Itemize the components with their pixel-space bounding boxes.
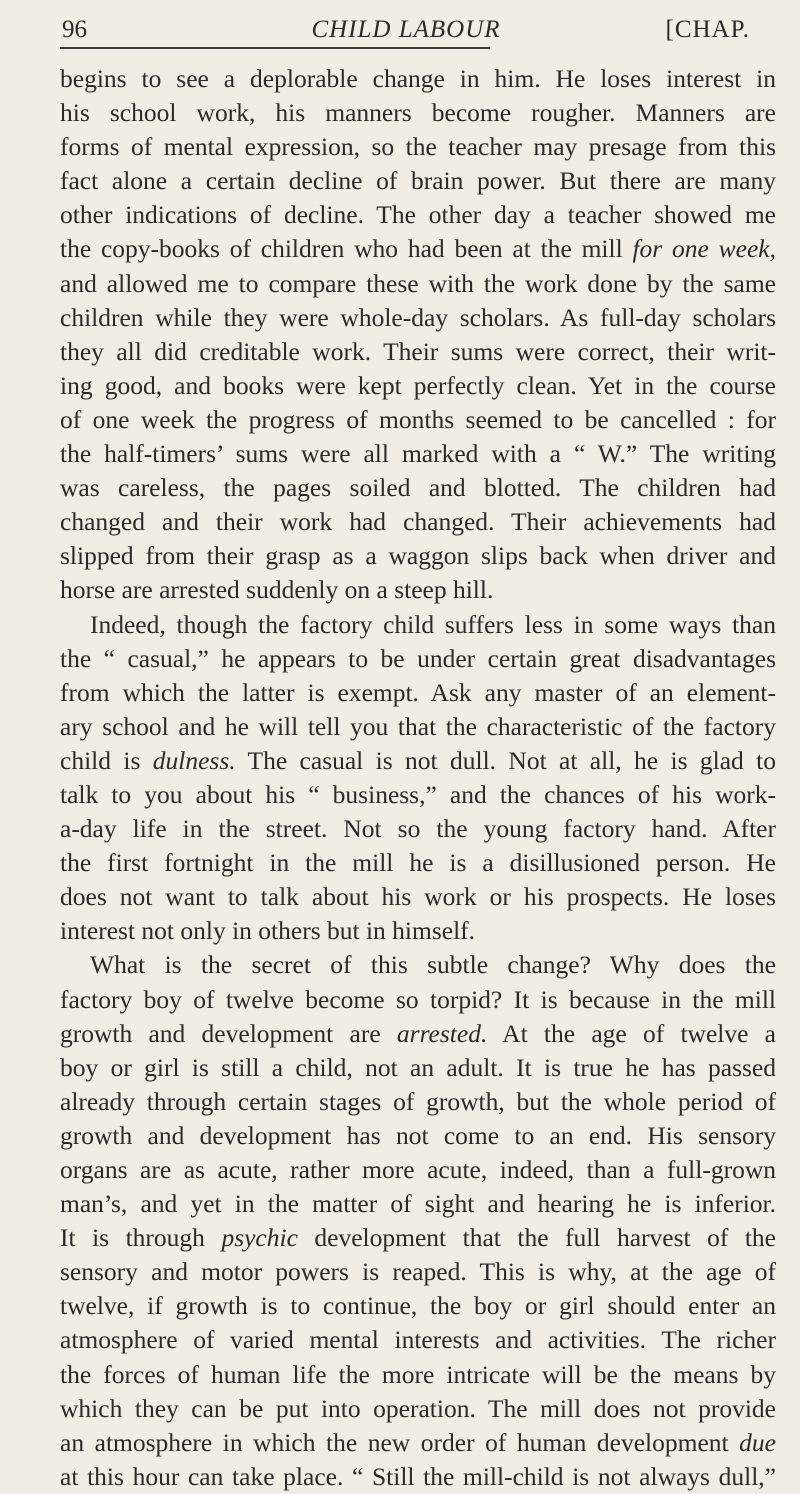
text-line	[60, 1119, 776, 1153]
text-line	[60, 1153, 776, 1187]
line-text: does not want to talk about his work or his prospects. He loses	[60, 882, 776, 912]
line-text: forms of mental expression, so the teacher may presage from this	[60, 132, 776, 162]
text-line	[60, 1221, 776, 1255]
line-text: his school work, his manners become rougher. Manners are	[60, 98, 776, 128]
text-line	[60, 62, 776, 96]
line-text: from which the latter is exempt. Ask any master of an element-	[60, 677, 776, 707]
line-text: growth and development are	[60, 1018, 397, 1048]
line-text: a-day life in the street. Not so the young factory hand. After	[60, 814, 776, 844]
line-text: the copy-books of children who had been at the mill	[60, 234, 633, 264]
italic-emphasis: arrested.	[396, 1018, 488, 1048]
line-text: What is the secret of this subtle change? Why does the	[90, 950, 776, 980]
header-rule	[60, 47, 490, 49]
text-line	[60, 948, 776, 982]
line-text: talk to you about his “ business,” and the chances of his work-	[60, 779, 776, 809]
line-text: fact alone a certain decline of brain power. But there are many	[60, 166, 776, 196]
line-text: the “ casual,” he appears to be under certain great disadvantages	[60, 643, 776, 673]
text-line	[60, 676, 776, 710]
italic-emphasis: due	[739, 1427, 776, 1457]
text-line	[60, 1085, 776, 1119]
text-line	[60, 1289, 776, 1323]
line-text: slipped from their grasp as a waggon slips back when driver and	[60, 541, 776, 571]
text-line	[60, 914, 776, 948]
text-line	[60, 403, 776, 437]
line-text: the first fortnight in the mill he is a disillusioned person. He	[60, 848, 776, 878]
text-line	[60, 267, 776, 301]
text-line	[60, 1255, 776, 1289]
line-text: of one week the progress of months seemed to be cancelled : for	[60, 404, 776, 434]
text-line	[60, 812, 776, 846]
text-line	[60, 1392, 776, 1426]
line-text: horse are arrested suddenly on a steep hill.	[60, 575, 494, 605]
text-line	[60, 130, 776, 164]
italic-emphasis: dulness.	[152, 745, 236, 775]
line-text: interest not only in others but in himself.	[60, 916, 476, 946]
text-line	[60, 1051, 776, 1085]
chapter-mark: [CHAP.	[665, 16, 750, 43]
text-line	[60, 335, 776, 369]
text-line	[60, 96, 776, 130]
text-line	[60, 471, 776, 505]
text-line	[60, 573, 776, 607]
text-line	[60, 1358, 776, 1392]
line-text-after: development that the full harvest of the	[297, 1223, 776, 1253]
text-line	[60, 437, 776, 471]
line-text: they all did creditable work. Their sums were correct, their writ-	[60, 336, 776, 366]
line-text: changed and their work had changed. Their achievements had	[60, 507, 776, 537]
line-text: ary school and he will tell you that the characteristic of the factory	[60, 711, 776, 741]
text-line	[60, 369, 776, 403]
line-text: begins to see a deplorable change in him. He loses interest in	[60, 64, 776, 93]
line-text: organs are as acute, rather more acute, indeed, than a full-grown	[60, 1155, 776, 1184]
line-text: sensory and motor powers is reaped. This is why, at the age of	[60, 1257, 776, 1287]
line-text: and allowed me to compare these with the work done by the same	[60, 268, 776, 298]
line-text: twelve, if growth is to continue, the boy or girl should enter an	[60, 1291, 776, 1321]
line-text: growth and development has not come to an end. His sensory	[60, 1120, 776, 1150]
line-text: child is	[60, 745, 153, 775]
line-text: factory boy of twelve become so torpid? It is because in the mill	[60, 984, 776, 1014]
text-line	[60, 1460, 776, 1494]
body-text	[60, 62, 776, 1494]
text-line	[60, 1323, 776, 1357]
text-line	[60, 983, 776, 1017]
text-line	[60, 198, 776, 232]
line-text: already through certain stages of growth, but the whole period of	[60, 1086, 776, 1116]
italic-emphasis: for one week,	[632, 234, 776, 264]
text-line	[60, 164, 776, 198]
text-line	[60, 539, 776, 573]
line-text: an atmosphere in which the new order of human development	[60, 1427, 740, 1457]
running-title: CHILD LABOUR	[311, 16, 501, 43]
line-text: man’s, and yet in the matter of sight and hearing he is inferior.	[60, 1189, 776, 1219]
text-line	[60, 778, 776, 812]
line-text-after: The casual is not dull. Not at all, he is glad to	[235, 745, 776, 775]
line-text: children while they were whole-day scholars. As full-day scholars	[60, 302, 776, 332]
line-text: It is through	[60, 1223, 222, 1253]
text-line	[60, 1187, 776, 1221]
text-line	[60, 232, 776, 266]
line-text: the forces of human life the more intricate will be the means by	[60, 1359, 776, 1389]
page-number: 96	[62, 16, 87, 43]
line-text: at this hour can take place. “ Still the mill-child is not always dull,”	[60, 1461, 776, 1491]
text-line	[60, 608, 776, 642]
running-head	[62, 14, 750, 46]
italic-emphasis: psychic	[221, 1223, 298, 1253]
text-line	[60, 505, 776, 539]
line-text: the half-timers’ sums were all marked with a “ W.” The writing	[60, 439, 776, 469]
line-text: was careless, the pages soiled and blotted. The children had	[60, 473, 776, 503]
text-line	[60, 642, 776, 676]
text-line	[60, 846, 776, 880]
line-text: ing good, and books were kept perfectly clean. Yet in the course	[60, 370, 776, 400]
text-line	[60, 710, 776, 744]
text-line	[60, 1426, 776, 1460]
text-line	[60, 744, 776, 778]
line-text: boy or girl is still a child, not an adult. It is true he has passed	[60, 1052, 776, 1082]
text-line	[60, 1017, 776, 1051]
line-text: which they can be put into operation. The mill does not provide	[60, 1393, 776, 1423]
text-line	[60, 301, 776, 335]
line-text: other indications of decline. The other day a teacher showed me	[60, 200, 776, 230]
line-text-after: At the age of twelve a	[487, 1018, 776, 1048]
line-text: atmosphere of varied mental interests and activities. The richer	[60, 1325, 776, 1355]
text-line	[60, 880, 776, 914]
line-text: Indeed, though the factory child suffers less in some ways than	[90, 609, 776, 639]
